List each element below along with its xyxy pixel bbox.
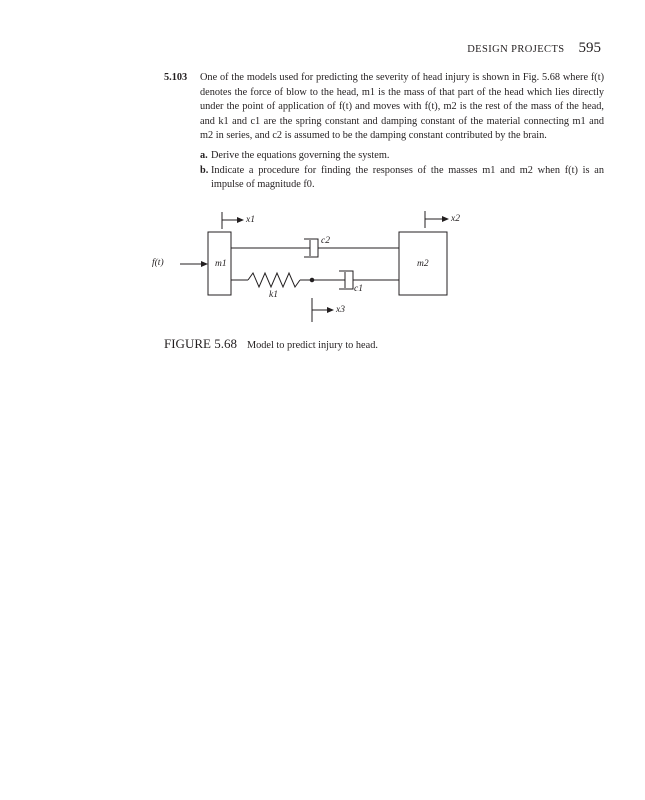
subpart-a: [200, 149, 604, 164]
subpart-text: Derive the equations governing the system.: [211, 149, 390, 161]
section-title: DESIGN PROJECTS: [467, 44, 565, 55]
mass-m1-label: m1: [215, 259, 227, 269]
x2-label: x2: [451, 214, 460, 224]
x3-label: x3: [336, 305, 345, 315]
page-number: 595: [578, 40, 601, 56]
caption-text: Model to predict injury to head.: [246, 340, 378, 351]
subpart-b: [200, 164, 604, 193]
problem-5-103: [164, 71, 604, 193]
k1-label: k1: [269, 290, 278, 300]
damper-c2: [231, 239, 399, 257]
running-head: [467, 40, 601, 57]
caption-label: FIGURE 5.68: [164, 336, 237, 351]
subpart-text: Indicate a procedure for finding the responses of the masses m1 and m2 when f(t) is an impulse of magnitude f0.: [211, 164, 604, 191]
problem-subparts: [200, 149, 604, 193]
head-injury-model-diagram: [140, 202, 610, 332]
force-label: f(t): [152, 258, 164, 268]
problem-statement: One of the models used for predicting the severity of head injury is shown in Fig. 5.68 where f(t) denotes the force of blow to the head, m1 is the mass of that part of the head which lies directly under the point of application of f(t) and moves with f(t), m2 is the rest of the mass of the head, and k1 and c1 are the spring constant and damping constant of the material connecting m1 and m2 in series, and c2 is assumed to be the damping constant contributed by the brain.: [200, 72, 604, 142]
spring-k1: [231, 273, 311, 287]
mass-m2-label: m2: [417, 259, 429, 269]
subpart-letter: b.: [200, 164, 209, 176]
figure-caption: [164, 336, 378, 352]
c1-label: c1: [354, 284, 363, 294]
figure-5-68: [140, 202, 610, 332]
c2-label: c2: [321, 236, 330, 246]
x1-label: x1: [246, 215, 255, 225]
subpart-letter: a.: [200, 149, 208, 161]
problem-number: 5.103: [164, 72, 188, 83]
